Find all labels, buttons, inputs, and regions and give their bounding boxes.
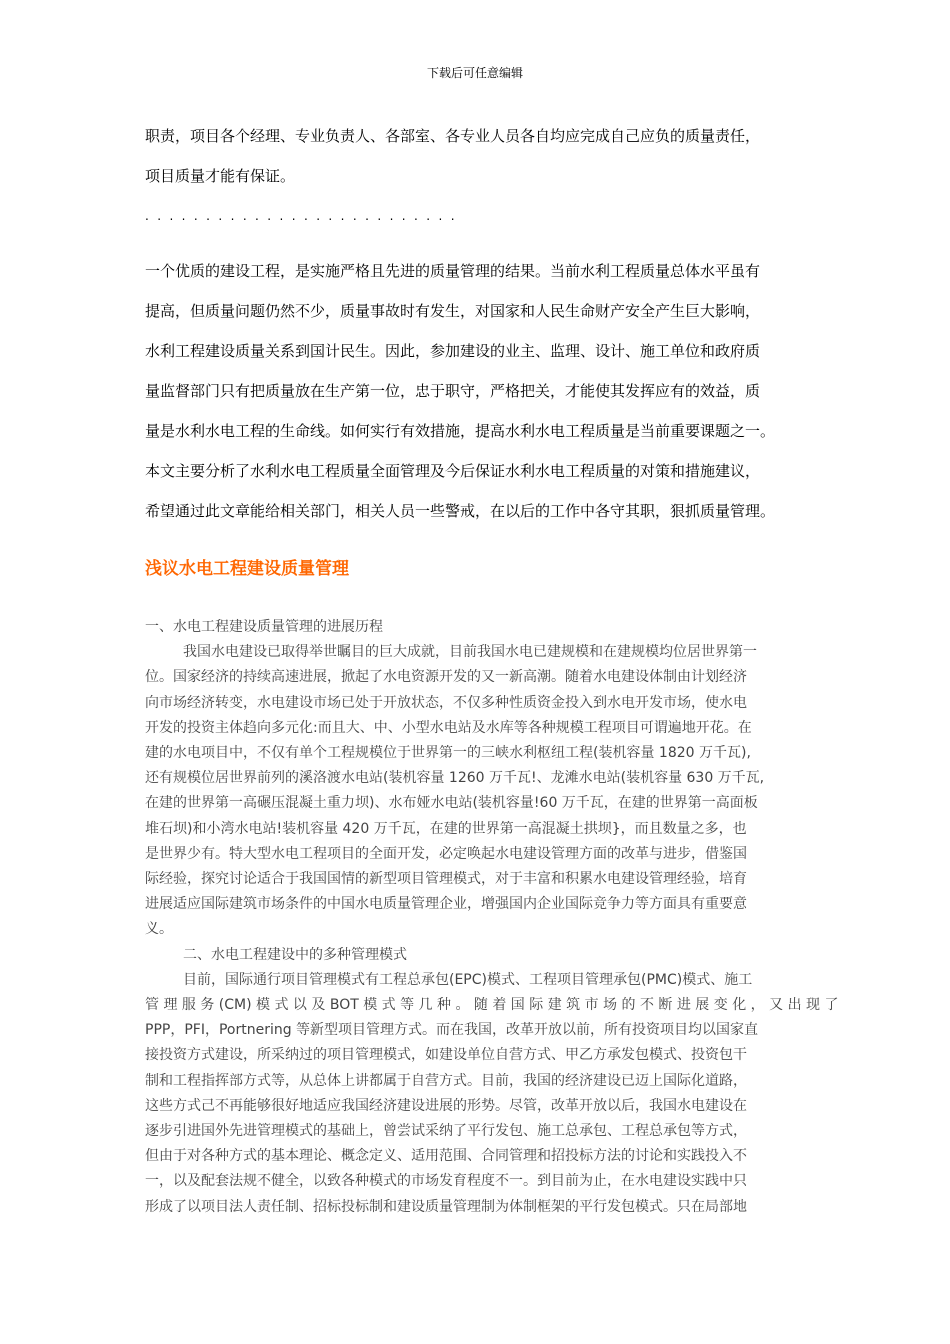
text-line: 制和工程指挥部方式等，从总体上讲都属于自营方式。目前，我国的经济建设已迈上国际化道路，: [145, 1072, 747, 1089]
text-line: 逐步引进国外先进管理模式的基础上，曾尝试采纳了平行发包、施工总承包、工程总承包等方式，: [145, 1123, 747, 1140]
section-heading: 二、水电工程建设中的多种管理模式: [183, 946, 407, 963]
intro-top-paragraph: [145, 116, 815, 196]
text-line: 本文主要分析了水利水电工程质量全面管理及今后保证水利水电工程质量的对策和措施建议，: [145, 462, 761, 480]
text-line: 还有规模位居世界前列的溪洛渡水电站(装机容量 1260 万千瓦!、龙滩水电站(装机容量 630 万千瓦,: [145, 770, 765, 787]
text-line: 进展适应国际建筑市场条件的中国水电质量管理企业，增强国内企业国际竞争力等方面具有重要意: [145, 896, 747, 913]
text-line: 是世界少有。特大型水电工程项目的全面开发，必定唤起水电建设管理方面的改革与进步，借鉴国: [145, 845, 747, 862]
text-line: 接投资方式建设，所采纳过的项目管理模式，如建设单位自营方式、甲乙方承发包模式、投资包干: [145, 1047, 747, 1064]
text-line: 形成了以项目法人责任制、招标投标制和建设质量管理制为体制框架的平行发包模式。只在局部地: [145, 1198, 747, 1215]
text-line: 职责，项目各个经理、专业负责人、各部室、各专业人员各自均应完成自己应负的质量责任，: [145, 127, 761, 145]
dotted-separator: . . . . . . . . . . . . . . . . . . . . . . . . . .: [145, 209, 457, 223]
text-line: 义。: [145, 921, 173, 938]
text-line: 我国水电建设已取得举世瞩目的巨大成就，目前我国水电已建规模和在建规模均位居世界第一: [183, 644, 757, 661]
text-line: 量监督部门只有把质量放在生产第一位，忠于职守，严格把关，才能使其发挥应有的效益，质: [145, 382, 761, 400]
article-title: 浅议水电工程建设质量管理: [145, 559, 349, 579]
text-line: 开发的投资主体趋向多元化:而且大、中、小型水电站及水库等各种规模工程项目可谓遍地开花。在: [145, 719, 752, 736]
text-line: 一个优质的建设工程，是实施严格且先进的质量管理的结果。当前水利工程质量总体水平虽有: [145, 262, 761, 280]
text-line: 在建的世界第一高碾压混凝土重力坝)、水布娅水电站(装机容量!60 万千瓦，在建的世界第一高面板: [145, 795, 758, 812]
text-line: PPP，PFI，Portnering 等新型项目管理方式。而在我国，改革开放以前，所有投资项目均以国家直: [145, 1022, 759, 1039]
text-line: 水利工程建设质量关系到国计民生。因此，参加建设的业主、监理、设计、施工单位和政府质: [145, 342, 761, 360]
text-line: 管 理 服 务 (CM) 模 式 以 及 BOT 模 式 等 几 种 。 随 着 国 际 建 筑 市 场 的 不 断 进 展 变 化 ， 又 出 现 了: [145, 997, 839, 1014]
text-line: 堆石坝)和小湾水电站!装机容量 420 万千瓦，在建的世界第一高混凝土拱坝}，而且数量之多，也: [145, 820, 747, 837]
text-line: 量是水利水电工程的生命线。如何实行有效措施，提高水利水电工程质量是当前重要课题之一。: [145, 422, 776, 440]
text-line: 一，以及配套法规不健全，以致各种模式的市场发育程度不一。到目前为止，在水电建设实践中只: [145, 1173, 747, 1190]
text-line: 希望通过此文章能给相关部门，相关人员一些警戒，在以后的工作中各守其职，狠抓质量管理。: [145, 502, 776, 520]
header-note: 下载后可任意编辑: [426, 66, 523, 80]
text-line: 这些方式己不再能够很好地适应我国经济建设进展的形势。尽管，改革开放以后，我国水电建设在: [145, 1097, 747, 1114]
text-line: 但由于对各种方式的基本理论、概念定义、适用范围、合同管理和招投标方法的讨论和实践投入不: [145, 1148, 747, 1165]
text-line: 建的水电项目中，不仅有单个工程规模位于世界第一的三峡水利枢纽工程(装机容量 1820 万千瓦),: [145, 745, 751, 762]
intro-main-paragraph: [145, 251, 815, 531]
article-body: [145, 615, 839, 1220]
text-line: 提高，但质量问题仍然不少，质量事故时有发生，对国家和人民生命财产安全产生巨大影响，: [145, 302, 761, 320]
text-line: 目前，国际通行项目管理模式有工程总承包(EPC)模式、工程项目管理承包(PMC)模式、施工: [183, 971, 753, 988]
text-line: 项目质量才能有保证。: [145, 167, 296, 185]
text-line: 际经验，探究讨论适合于我国国情的新型项目管理模式，对于丰富和积累水电建设管理经验，培育: [145, 871, 747, 888]
text-line: 位。国家经济的持续高速进展，掀起了水电资源开发的又一新高潮。随着水电建设体制由计划经济: [145, 669, 747, 686]
text-line: 向市场经济转变，水电建设市场已处于开放状态，不仅多种性质资金投入到水电开发市场，使水电: [145, 694, 747, 711]
section-heading: 一、水电工程建设质量管理的进展历程: [145, 619, 383, 635]
